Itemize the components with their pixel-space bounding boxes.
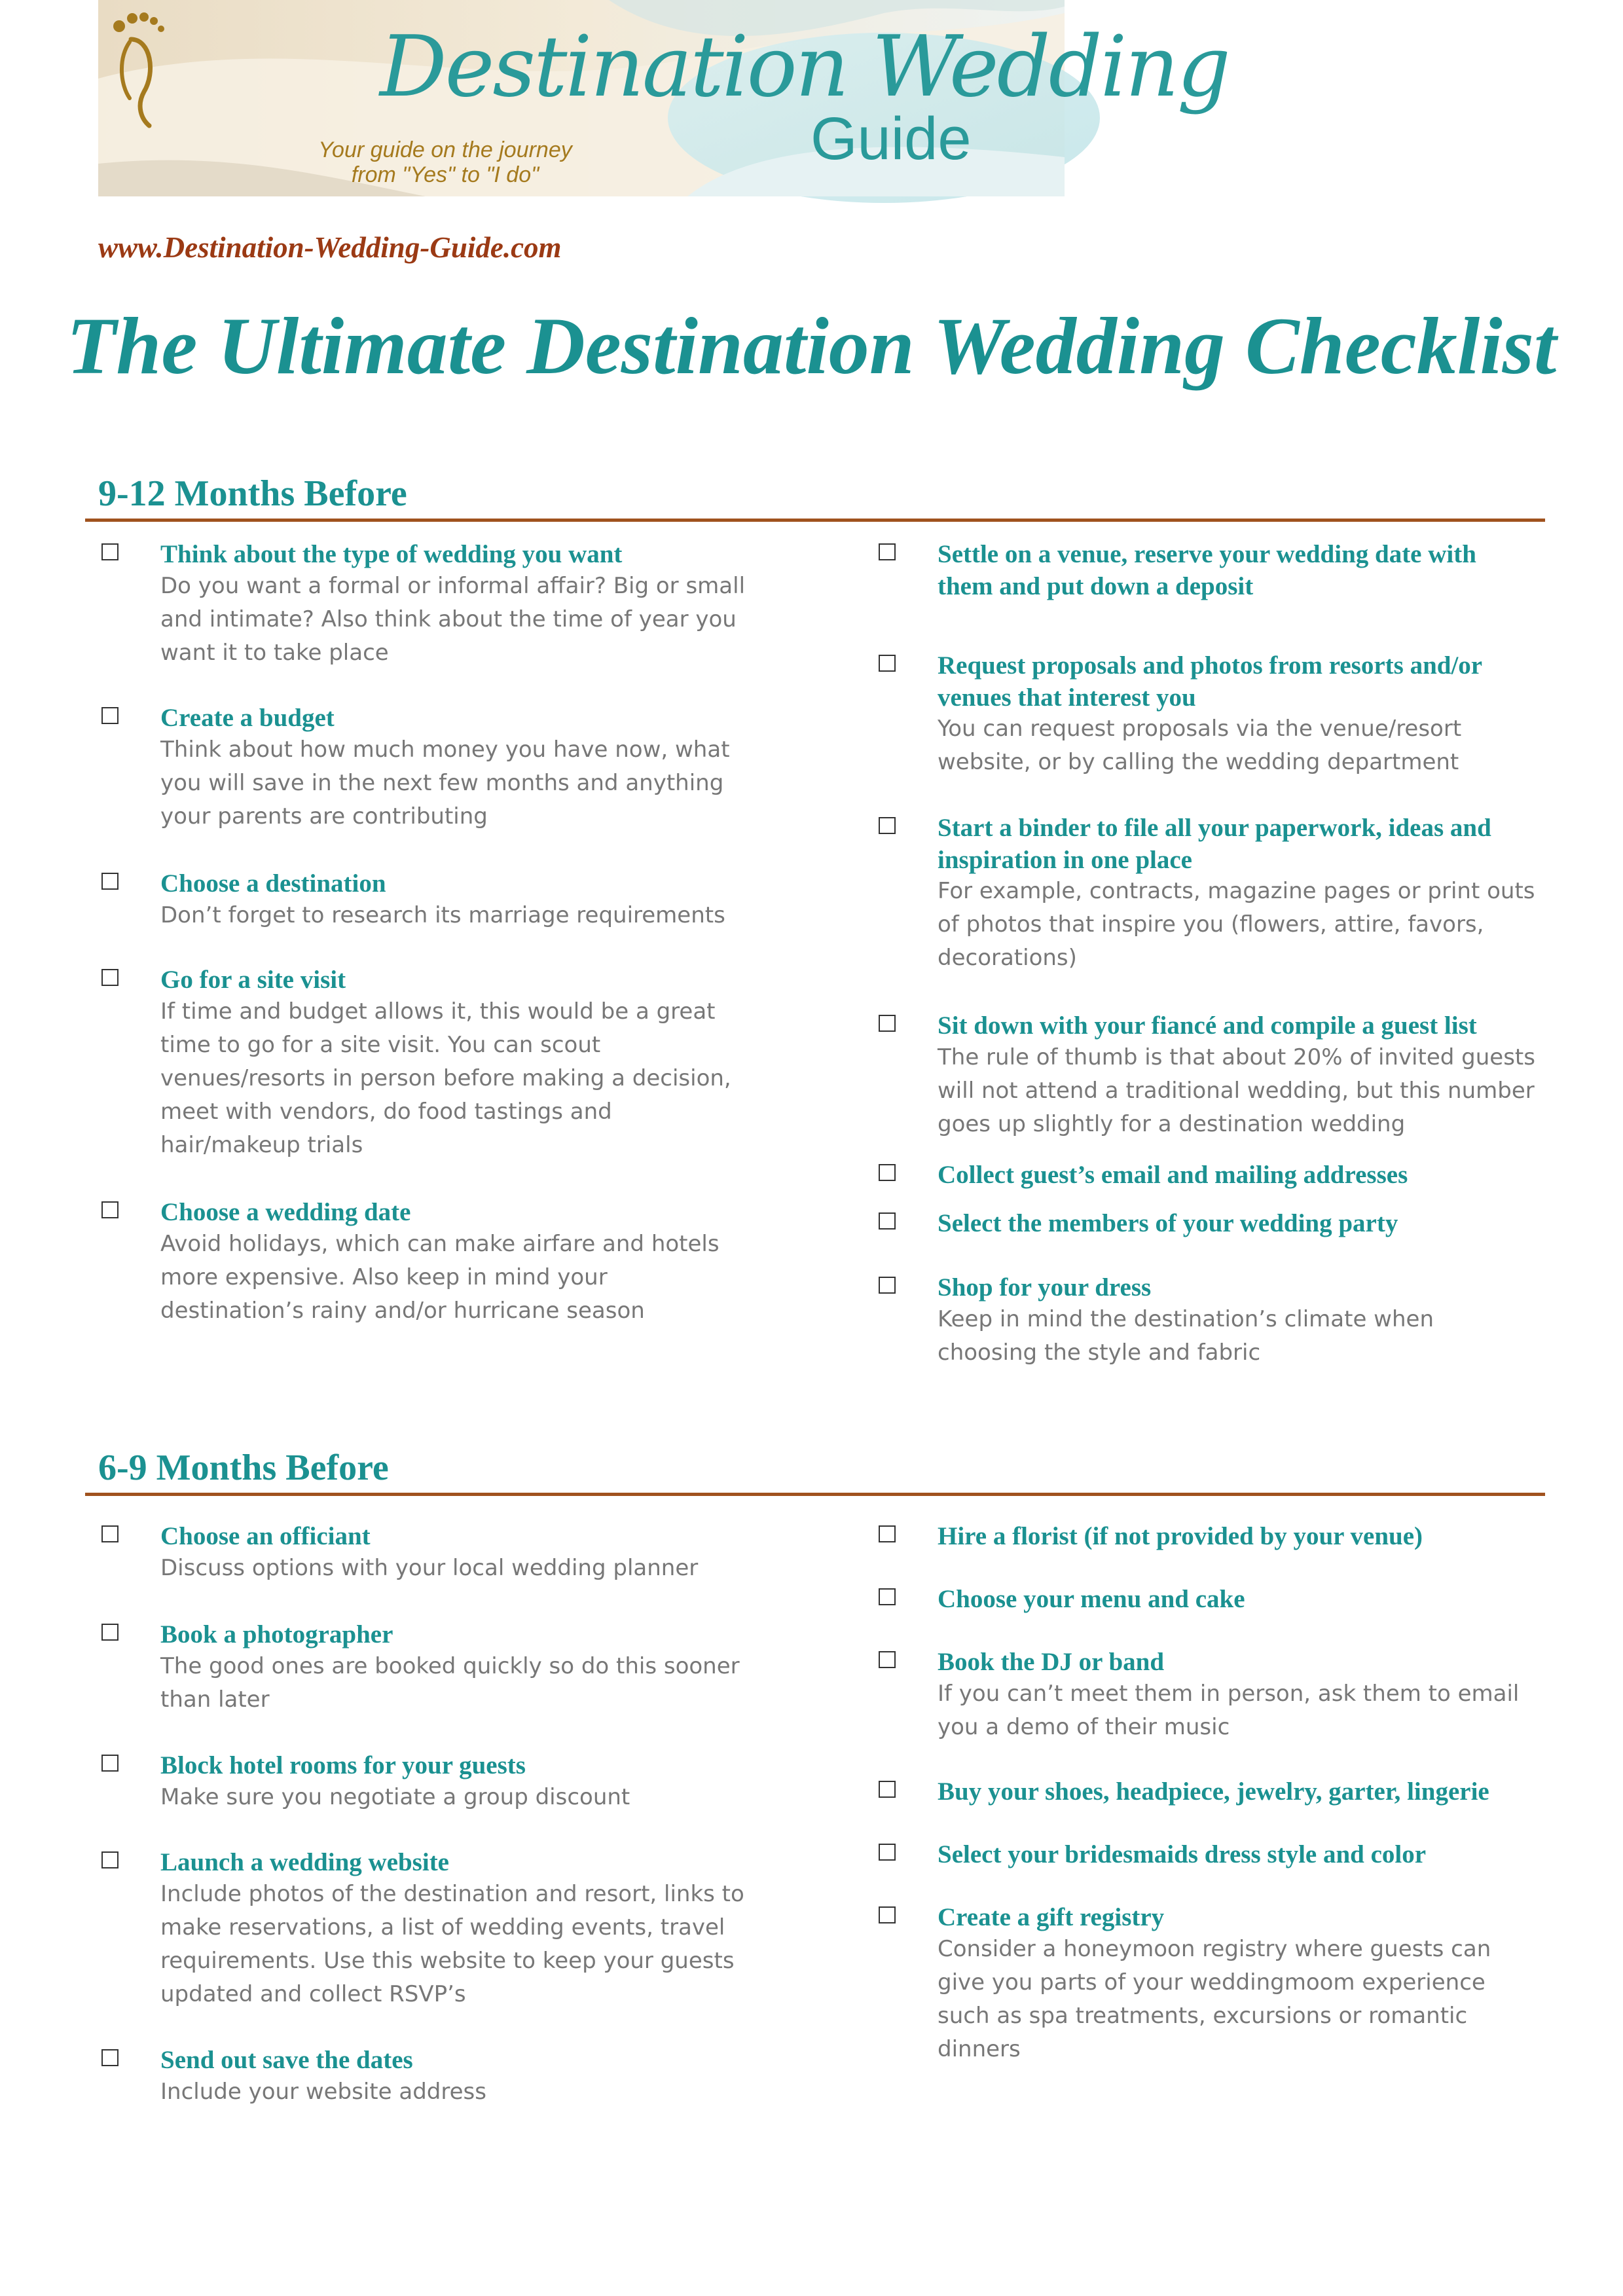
checkbox-icon[interactable] xyxy=(879,1906,896,1923)
item-title: Choose an officiant xyxy=(160,1522,371,1550)
desc-line: destination’s rainy and/or hurricane season xyxy=(160,1298,645,1324)
desc-line: hair/makeup trials xyxy=(160,1132,363,1158)
title-line: Settle on a venue, reserve your wedding date with xyxy=(938,540,1476,568)
checkbox-icon[interactable] xyxy=(101,873,119,890)
checkbox-icon[interactable] xyxy=(879,1525,896,1542)
footprint-icon xyxy=(98,0,170,131)
item-title: Launch a wedding website xyxy=(160,1848,449,1876)
item-title: Choose a destination xyxy=(160,869,386,898)
desc-line: The rule of thumb is that about 20% of invited guests xyxy=(938,1044,1535,1070)
desc-line: updated and collect RSVP’s xyxy=(160,1981,466,2007)
checkbox-icon[interactable] xyxy=(101,543,119,560)
checkbox-icon[interactable] xyxy=(101,1525,119,1542)
desc-line: Discuss options with your local wedding planner xyxy=(160,1555,699,1581)
item-description xyxy=(938,875,1566,975)
item-title xyxy=(938,1520,1566,1552)
checkbox-icon[interactable] xyxy=(879,1844,896,1861)
item-description xyxy=(160,1878,789,2011)
desc-line: Consider a honeymoon registry where guests can xyxy=(938,1936,1491,1962)
checkbox-icon[interactable] xyxy=(879,543,896,560)
title-line: Shop for your dress xyxy=(938,1273,1152,1302)
desc-line: such as spa treatments, excursions or romantic xyxy=(938,2003,1468,2029)
item-title xyxy=(938,1159,1566,1191)
title-line: them and put down a deposit xyxy=(938,572,1254,600)
desc-line: Do you want a formal or informal affair? Big or small xyxy=(160,573,746,599)
item-description xyxy=(160,995,789,1162)
section-divider xyxy=(85,1493,1545,1496)
item-title xyxy=(938,1838,1566,1870)
checkbox-icon[interactable] xyxy=(101,2049,119,2066)
checkbox-icon[interactable] xyxy=(101,1755,119,1772)
header-banner xyxy=(98,0,1229,196)
desc-line: You can request proposals via the venue/resort xyxy=(938,716,1462,742)
title-line: inspiration in one place xyxy=(938,846,1192,874)
item-title xyxy=(938,812,1566,876)
item-title: Block hotel rooms for your guests xyxy=(160,1751,526,1779)
desc-line: venues/resorts in person before making a decision, xyxy=(160,1065,731,1091)
site-url: www.Destination-Wedding-Guide.com xyxy=(98,231,562,264)
desc-line: you will save in the next few months and anything xyxy=(160,770,724,796)
desc-line: Make sure you negotiate a group discount xyxy=(160,1784,630,1810)
item-description xyxy=(938,1041,1566,1141)
desc-line: give you parts of your weddingmoom experience xyxy=(938,1969,1486,1995)
item-description xyxy=(938,1677,1566,1744)
title-line: Choose your menu and cake xyxy=(938,1585,1245,1613)
desc-line: If time and budget allows it, this would be a great xyxy=(160,998,716,1025)
title-line: Select your bridesmaids dress style and color xyxy=(938,1840,1427,1868)
desc-line: If you can’t meet them in person, ask them to email xyxy=(938,1681,1520,1707)
title-line: Book the DJ or band xyxy=(938,1648,1165,1676)
desc-line: than later xyxy=(160,1686,270,1713)
desc-line: For example, contracts, magazine pages or print outs xyxy=(938,878,1535,904)
item-title: Create a budget xyxy=(160,704,335,732)
title-line: Sit down with your fiancé and compile a guest list xyxy=(938,1011,1477,1040)
checkbox-icon[interactable] xyxy=(101,1851,119,1868)
item-title: Go for a site visit xyxy=(160,966,346,994)
title-line: Create a gift registry xyxy=(938,1903,1165,1931)
item-description xyxy=(160,899,789,932)
item-title xyxy=(938,1583,1566,1615)
page-title: The Ultimate Destination Wedding Checklist xyxy=(66,301,1557,391)
desc-line: want it to take place xyxy=(160,640,389,666)
tagline-line-1: Your guide on the journey xyxy=(318,137,572,162)
item-description xyxy=(160,2075,789,2109)
title-line: Request proposals and photos from resorts and/or xyxy=(938,651,1483,680)
desc-line: Keep in mind the destination’s climate when xyxy=(938,1306,1434,1332)
title-line: venues that interest you xyxy=(938,683,1196,712)
item-title xyxy=(938,649,1566,714)
checkbox-icon[interactable] xyxy=(879,1651,896,1668)
item-title xyxy=(938,1207,1566,1239)
item-description xyxy=(938,1933,1566,2066)
section-divider xyxy=(85,519,1545,522)
item-description xyxy=(160,733,789,833)
checkbox-icon[interactable] xyxy=(879,1015,896,1032)
item-title xyxy=(938,1646,1566,1678)
checkbox-icon[interactable] xyxy=(879,1277,896,1294)
desc-line: make reservations, a list of wedding events, travel xyxy=(160,1914,725,1941)
item-title xyxy=(938,1010,1566,1042)
tagline-line-2: from "Yes" to "I do" xyxy=(351,162,539,187)
title-line: Select the members of your wedding party xyxy=(938,1209,1398,1237)
title-line: Collect guest’s email and mailing addresses xyxy=(938,1161,1408,1189)
desc-line: more expensive. Also keep in mind your xyxy=(160,1264,608,1290)
item-description xyxy=(160,570,789,670)
desc-line: requirements. Use this website to keep your guests xyxy=(160,1948,735,1974)
title-line: Start a binder to file all your paperwork, ideas and xyxy=(938,814,1491,842)
item-description xyxy=(160,1228,789,1328)
checkbox-icon[interactable] xyxy=(101,707,119,724)
desc-line: Don’t forget to research its marriage requirements xyxy=(160,902,725,928)
item-title: Choose a wedding date xyxy=(160,1198,411,1226)
desc-line: goes up slightly for a destination wedding xyxy=(938,1111,1406,1137)
desc-line: Include your website address xyxy=(160,2079,486,2105)
desc-line: website, or by calling the wedding department xyxy=(938,749,1459,775)
logo-subtitle: Guide xyxy=(811,105,972,172)
desc-line: and intimate? Also think about the time of year you xyxy=(160,606,737,632)
item-title xyxy=(938,1776,1566,1808)
item-title xyxy=(938,538,1566,602)
checkbox-icon[interactable] xyxy=(101,1624,119,1641)
item-description xyxy=(938,712,1566,779)
desc-line: Avoid holidays, which can make airfare and hotels xyxy=(160,1231,720,1257)
desc-line: will not attend a traditional wedding, but this number xyxy=(938,1078,1535,1104)
title-line: Hire a florist (if not provided by your venue) xyxy=(938,1522,1423,1550)
desc-line: Include photos of the destination and resort, links to xyxy=(160,1881,744,1907)
desc-line: dinners xyxy=(938,2036,1021,2062)
item-title xyxy=(938,1271,1566,1303)
checkbox-icon[interactable] xyxy=(101,969,119,986)
desc-line: your parents are contributing xyxy=(160,803,488,829)
checkbox-icon[interactable] xyxy=(879,655,896,672)
desc-line: The good ones are booked quickly so do this sooner xyxy=(160,1653,740,1679)
checkbox-icon[interactable] xyxy=(879,817,896,834)
desc-line: Think about how much money you have now, what xyxy=(160,737,730,763)
desc-line: meet with vendors, do food tastings and xyxy=(160,1099,612,1125)
checkbox-icon[interactable] xyxy=(879,1588,896,1605)
desc-line: choosing the style and fabric xyxy=(938,1339,1261,1366)
desc-line: decorations) xyxy=(938,945,1077,971)
item-title: Think about the type of wedding you want xyxy=(160,540,623,568)
desc-line: of photos that inspire you (flowers, attire, favors, xyxy=(938,911,1484,938)
item-description xyxy=(938,1303,1566,1370)
checkbox-icon[interactable] xyxy=(101,1201,119,1218)
item-title: Book a photographer xyxy=(160,1620,393,1649)
logo-tagline xyxy=(275,137,615,187)
checkbox-icon[interactable] xyxy=(879,1164,896,1181)
section-heading-6-9-months: 6-9 Months Before xyxy=(98,1448,389,1488)
item-title: Send out save the dates xyxy=(160,2046,413,2074)
item-description xyxy=(160,1552,789,1585)
item-title xyxy=(938,1901,1566,1933)
item-description xyxy=(160,1650,789,1717)
checkbox-icon[interactable] xyxy=(879,1781,896,1798)
logo-wordmark: Destination Wedding xyxy=(380,18,1229,116)
checkbox-icon[interactable] xyxy=(879,1212,896,1230)
section-heading-9-12-months: 9-12 Months Before xyxy=(98,473,407,514)
desc-line: you a demo of their music xyxy=(938,1714,1230,1740)
item-description xyxy=(160,1781,789,1814)
title-line: Buy your shoes, headpiece, jewelry, garter, lingerie xyxy=(938,1777,1489,1806)
desc-line: time to go for a site visit. You can scout xyxy=(160,1032,601,1058)
